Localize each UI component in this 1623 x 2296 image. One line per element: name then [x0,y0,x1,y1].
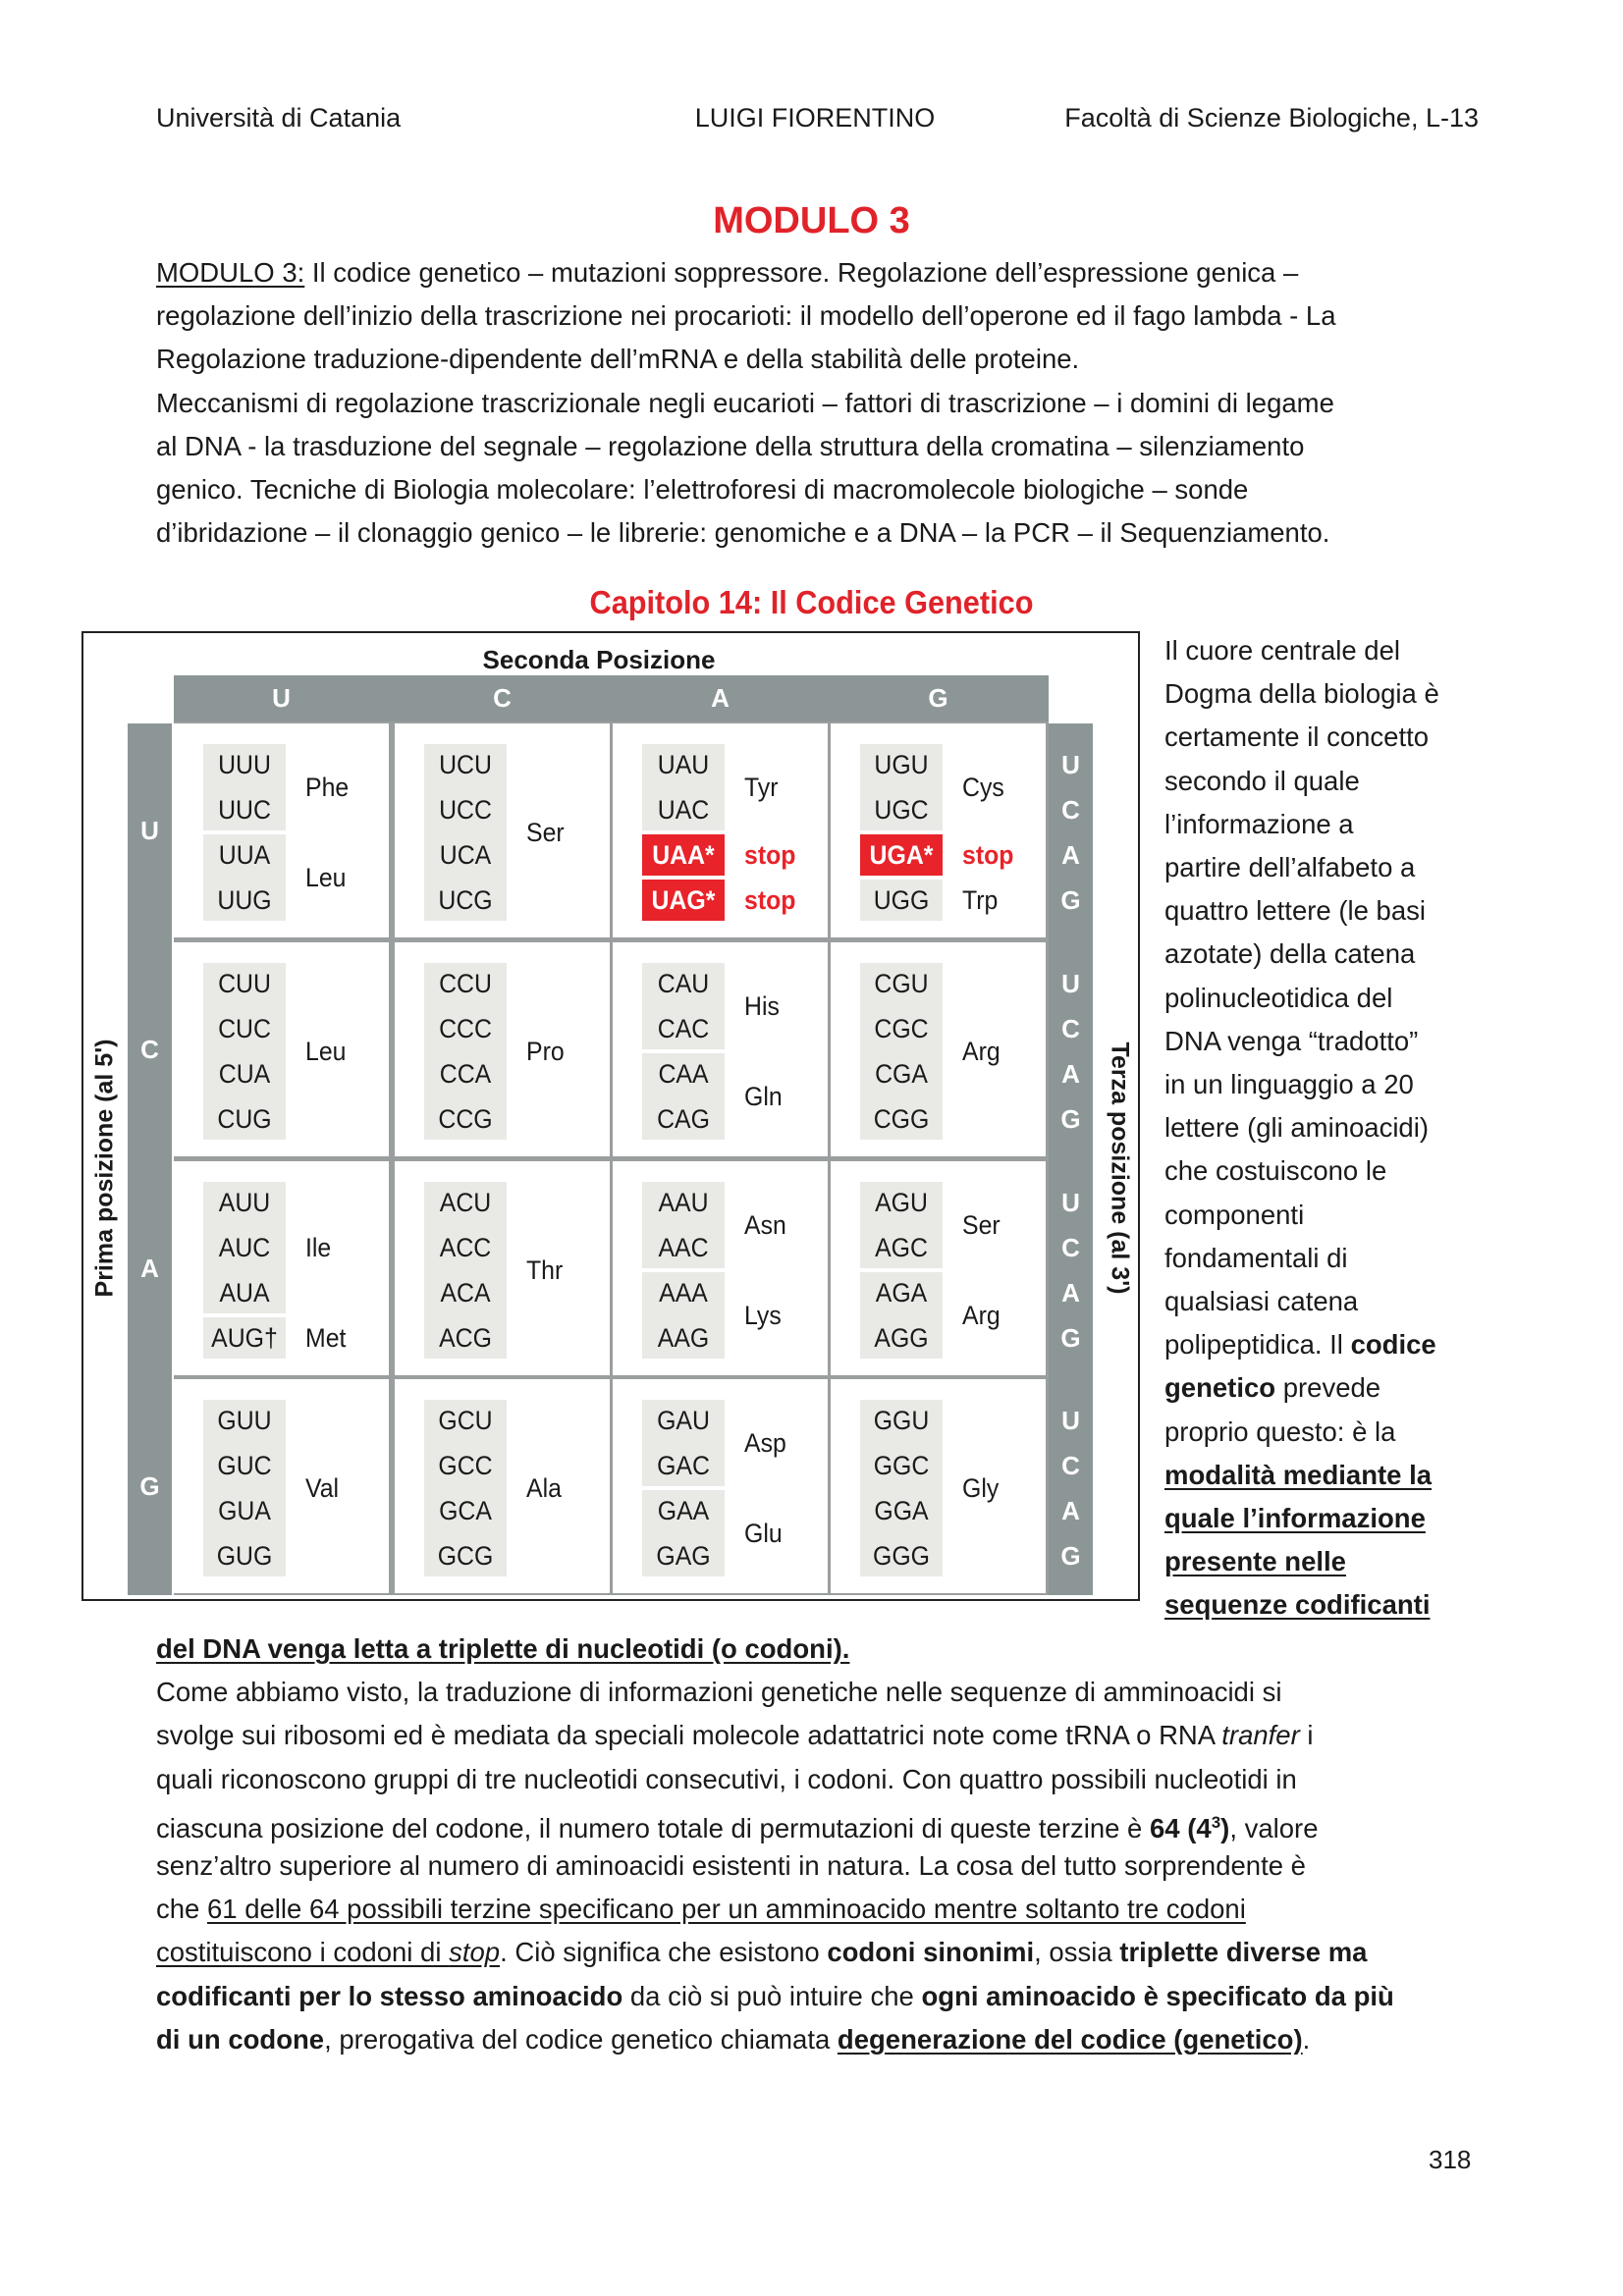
text-line [1164,1106,1429,1149]
codon: UCC [439,795,492,825]
codon: AGG [874,1323,929,1353]
third-base-G: G [1060,1322,1081,1353]
amino-acid-label: Glu [744,1519,783,1548]
amino-acid-label: Tyr [744,773,779,802]
text-span: triplette diverse ma [1119,1937,1368,1968]
codon-cell [613,1379,828,1593]
text-span: ) [1220,1812,1230,1843]
amino-acid-label: Met [305,1323,347,1353]
text-line [156,1844,1306,1888]
text-span: sequenze codificanti [1164,1589,1431,1621]
text-span: in un linguaggio a 20 [1164,1069,1414,1099]
third-base-A: A [1061,1277,1080,1308]
text-span: Il cuore centrale del [1164,635,1400,666]
codon: GCG [437,1541,494,1571]
text-line [156,294,1336,338]
text-span: ogni aminoacido è specificato da più [921,1980,1394,2011]
text-span: di un codone [156,2023,325,2055]
codon: UUC [218,795,271,825]
codon: CCU [439,969,492,998]
text-line [1164,977,1392,1020]
text-span: genetico [1164,1372,1276,1404]
codon: ACU [439,1188,492,1217]
codon: GAA [657,1496,710,1525]
text-line [156,425,1304,468]
column-header-G: G [831,675,1046,721]
amino-acid-label: Arg [962,1037,1001,1066]
amino-acid-label: Asp [744,1428,786,1458]
text-span: 64 (4 [1150,1812,1212,1843]
codon: UAA* [652,840,715,870]
codon: GUA [218,1496,271,1525]
text-line [1164,1280,1358,1323]
row-header-A: A [140,1253,159,1283]
text-span: qualsiasi catena [1164,1286,1359,1316]
third-base-A: A [1061,1495,1080,1525]
codon-cell [395,1379,610,1593]
amino-acid-label: Ser [526,818,565,847]
third-base-A: A [1061,839,1080,870]
codon: AUA [219,1278,270,1308]
text-line [1164,1583,1430,1627]
codon: UAG* [651,885,716,915]
codon-cell [174,942,389,1156]
text-line [156,1931,1367,1974]
text-span: codificanti per lo stesso aminoacido [156,1980,623,2011]
text-line [1164,629,1400,672]
amino-acid-label: Phe [305,773,350,802]
row-header-C: C [140,1034,159,1064]
text-span: quattro lettere (le basi [1164,895,1426,927]
third-base-U: U [1061,1405,1080,1435]
codon: UUA [218,840,271,870]
amino-acid-label: Pro [526,1037,565,1066]
codon: GGG [873,1541,930,1571]
codon: ACA [440,1278,491,1308]
codon: CCG [438,1104,493,1134]
text-line [1164,760,1360,803]
codon: GGA [874,1496,929,1525]
genetic-code-table [81,631,1140,1601]
text-span: modalità mediante la [1164,1459,1433,1490]
amino-acid-label: Asn [744,1210,786,1240]
text-line [1164,1366,1380,1410]
codon: CCA [439,1059,492,1089]
codon: GUC [217,1451,272,1480]
codon: CAU [657,969,710,998]
text-span: al DNA - la trasduzione del segnale – regolazione della struttura della cromatina – silenziamento [156,430,1305,461]
text-span: fondamentali di [1164,1242,1348,1273]
codon: GGC [873,1451,930,1480]
codon: AAC [658,1233,709,1262]
header-university: Università di Catania [156,103,402,133]
text-line [1164,1411,1395,1454]
text-span: stop [449,1937,501,1968]
codon: CUU [218,969,271,998]
row-header-G: G [139,1470,160,1501]
text-line [1164,1237,1348,1280]
codon: AUC [218,1233,271,1262]
text-span: certamente il concetto [1164,721,1430,753]
third-base-A: A [1061,1058,1080,1089]
text-span: Meccanismi di regolazione trascrizionale negli eucarioti – fattori di trascrizione – i domini di legame [156,387,1334,418]
text-line [156,338,1079,381]
codon: CAC [657,1014,710,1043]
codon: AAG [657,1323,710,1353]
text-span: codice [1350,1329,1436,1361]
codon-cell [395,942,610,1156]
amino-acid-label: Thr [526,1255,564,1285]
third-base-U: U [1061,1187,1080,1217]
stop-label: stop [744,840,796,870]
text-line [1164,1323,1436,1366]
table-title: Seconda Posizione [482,645,716,674]
codon-cell [395,723,610,937]
amino-acid-label: Ser [962,1210,1001,1240]
column-header-C: C [395,675,610,721]
third-base-C: C [1061,1450,1080,1480]
text-line [156,1714,1314,1757]
codon: UGG [873,885,930,915]
codon: AGC [875,1233,928,1262]
chapter-title: Capitolo 14: Il Codice Genetico [589,584,1034,620]
codon: UUG [217,885,272,915]
text-line [156,1628,849,1671]
codon: GUU [217,1406,272,1435]
amino-acid-label: Gly [962,1473,1000,1503]
text-span: 3 [1211,1812,1221,1832]
text-span: regolazione dell’inizio della trascrizione nei procarioti: il modello dell’operone ed il fago lambda - La [156,300,1336,332]
text-line [1164,716,1429,759]
codon-cell [174,1379,389,1593]
module-title: MODULO 3 [713,200,910,241]
stop-label: stop [744,885,796,915]
third-base-C: C [1061,1013,1080,1043]
text-line [1164,889,1426,933]
text-line [156,382,1334,425]
amino-acid-label: Trp [962,885,999,915]
third-base-C: C [1061,1232,1080,1262]
codon: CAG [657,1104,710,1134]
third-base-G: G [1060,884,1081,915]
codon: CGU [874,969,929,998]
text-span: , prerogativa del codice genetico chiamata [324,2023,838,2055]
amino-acid-label: His [744,991,780,1021]
codon: CGA [875,1059,928,1089]
codon: UGC [874,795,929,825]
amino-acid-label: Leu [305,863,347,892]
text-span: da ciò si può intuire che [622,1980,922,2011]
text-span: senz’altro superiore al numero di aminoacidi esistenti in natura. La cosa del tutto sorprendente è [156,1850,1306,1881]
text-span: componenti [1164,1199,1305,1230]
text-span: del DNA venga letta a triplette di nucleotidi (o codoni). [156,1633,850,1664]
codon: AAU [658,1188,709,1217]
text-line [1164,1454,1432,1497]
codon-cell [613,942,828,1156]
text-line [156,251,1298,294]
text-line [156,2018,1310,2061]
text-line [156,1888,1246,1931]
first-position-label: Prima posizione (al 5') [90,1039,119,1298]
text-span: costituiscono i codoni di [156,1937,450,1968]
codon: GAG [656,1541,711,1571]
text-line [156,1801,1319,1850]
codon-cell [831,723,1046,937]
codon-cell [831,1161,1046,1375]
third-base-U: U [1061,968,1080,998]
codon: GAC [657,1451,710,1480]
codon-cell [395,1161,610,1375]
text-line [1164,1020,1418,1063]
codon-cell [613,723,828,937]
codon: CGC [874,1014,929,1043]
text-span: genico. Tecniche di Biologia molecolare: l’elettroforesi di macromolecole biologiche – sonde [156,474,1249,505]
text-line [1164,846,1415,889]
text-span: , ossia [1034,1937,1120,1968]
codon: GAU [657,1406,710,1435]
amino-acid-label: Arg [962,1301,1001,1330]
amino-acid-label: Lys [744,1301,782,1330]
codon: CCC [439,1014,492,1043]
amino-acid-label: Cys [962,773,1004,802]
text-span: degenerazione del codice (genetico) [837,2023,1303,2055]
amino-acid-label: Leu [305,1037,347,1066]
text-line [1164,1194,1304,1237]
text-line [156,1758,1297,1801]
text-line [156,1671,1281,1714]
codon: UAC [657,795,710,825]
codon: AUU [218,1188,271,1217]
text-span: Il codice genetico – mutazioni soppressore. Regolazione dell’espressione genica – [304,257,1299,288]
text-span: Regolazione traduzione-dipendente dell’mRNA e della stabilità delle proteine. [156,344,1080,375]
amino-acid-label: Gln [744,1082,783,1111]
codon: UUU [218,750,271,779]
stop-label: stop [962,840,1014,870]
text-span: polipeptidica. Il [1164,1329,1351,1361]
text-span: partire dell’alfabeto a [1164,852,1416,882]
codon-cell [613,1161,828,1375]
text-span: l’informazione a [1164,808,1354,839]
third-base-U: U [1061,749,1080,779]
codon: UAU [657,750,710,779]
text-line [1164,1063,1414,1106]
codon: CUA [218,1059,271,1089]
text-span: . [1302,2023,1311,2055]
text-span: i [1299,1720,1314,1751]
third-position-label: Terza posizione (al 3') [1106,1041,1134,1295]
codon: GUG [216,1541,273,1571]
text-span: quali riconoscono gruppi di tre nucleotidi consecutivi, i codoni. Con quattro possibili nucleotidi in [156,1763,1297,1794]
third-base-C: C [1061,794,1080,825]
text-span: polinucleotidica del [1164,982,1393,1013]
text-span: secondo il quale [1164,765,1360,796]
header-faculty: Facoltà di Scienze Biologiche, L-13 [1064,103,1479,133]
text-span: che [156,1894,207,1925]
text-span: proprio questo: è la [1164,1415,1396,1447]
text-span: azotate) della catena [1164,938,1416,970]
text-span: MODULO 3: [156,257,305,288]
third-base-G: G [1060,1540,1081,1571]
text-span: svolge sui ribosomi ed è mediata da speciali molecole adattatrici note come tRNA o RNA [156,1720,1222,1751]
text-line [1164,672,1439,716]
codon-cell [831,942,1046,1156]
text-line [156,468,1248,511]
codon: CUC [218,1014,271,1043]
text-line [1164,803,1354,846]
page-number: 318 [1429,2145,1472,2174]
text-span: Come abbiamo visto, la traduzione di informazioni genetiche nelle sequenze di amminoacidi si [156,1677,1282,1708]
codon: AUG† [211,1323,278,1353]
codon: UCG [438,885,493,915]
text-span: tranfer [1221,1720,1300,1751]
text-line [1164,1149,1386,1193]
text-span: d’ibridazione – il clonaggio genico – le librerie: genomiche e a DNA – la PCR – il Sequenziamento. [156,517,1330,549]
text-span: . Ciò significa che esistono [500,1937,828,1968]
codon-cell [174,723,389,937]
text-span: quale l’informazione [1164,1503,1426,1533]
amino-acid-label: Ile [305,1233,332,1262]
codon: CUG [217,1104,272,1134]
codon: CGG [873,1104,930,1134]
codon: AAA [659,1278,708,1308]
codon: ACC [439,1233,492,1262]
text-span: codoni sinonimi [827,1937,1035,1968]
text-span: che costuiscono le [1164,1155,1387,1187]
codon-cell [831,1379,1046,1593]
column-header-A: A [613,675,828,721]
text-line [156,1975,1394,2018]
text-line [1164,933,1415,976]
text-span: DNA venga “tradotto” [1164,1025,1419,1056]
third-base-G: G [1060,1103,1081,1134]
codon: AGA [875,1278,928,1308]
codon: GCC [438,1451,493,1480]
text-line [1164,1497,1426,1540]
text-span: Dogma della biologia è [1164,678,1439,710]
amino-acid-label: Ala [526,1473,562,1503]
text-line [1164,1540,1346,1583]
row-header-U: U [140,815,159,845]
text-span: prevede [1275,1372,1381,1404]
text-span: 61 delle 64 possibili terzine specificano per un amminoacido mentre soltanto tre codoni [206,1894,1246,1925]
codon: ACG [439,1323,492,1353]
header-author: LUIGI FIORENTINO [694,103,936,133]
codon: GGU [873,1406,930,1435]
codon: UCU [439,750,492,779]
codon: UGA* [869,840,934,870]
codon: AGU [875,1188,928,1217]
codon-cell [174,1161,389,1375]
text-span: lettere (gli aminoacidi) [1164,1112,1429,1144]
text-span: , valore [1229,1812,1319,1843]
column-header-U: U [174,675,389,721]
codon: GCU [438,1406,493,1435]
amino-acid-label: Val [305,1473,340,1503]
codon: UCA [439,840,492,870]
codon: CAA [658,1059,709,1089]
codon: UGU [874,750,929,779]
codon: GCA [439,1496,492,1525]
text-span: presente nelle [1164,1546,1346,1577]
text-span: ciascuna posizione del codone, il numero totale di permutazioni di queste terzine è [156,1812,1150,1843]
text-line [156,511,1329,555]
